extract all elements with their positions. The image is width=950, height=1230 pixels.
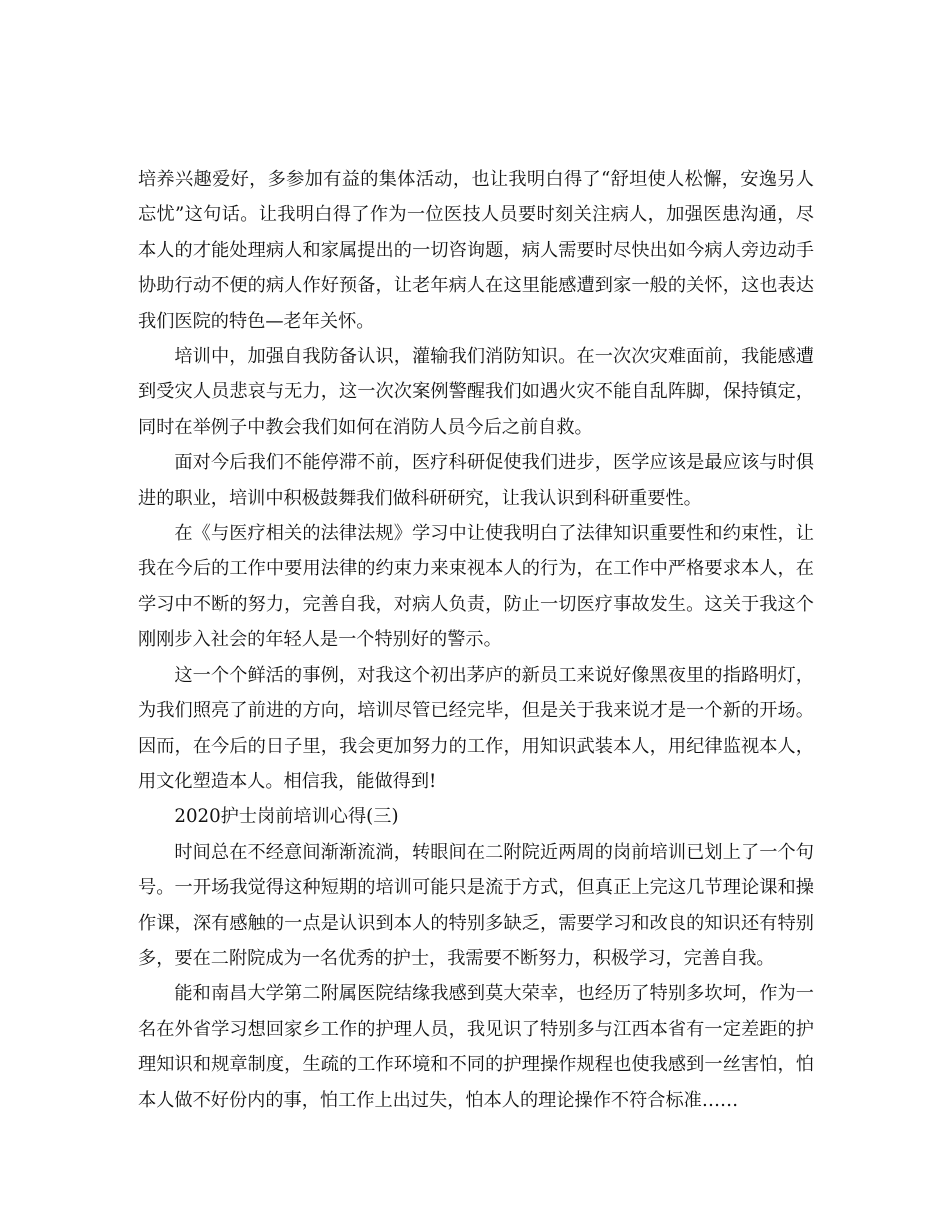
body-paragraph-2: 培训中，加强自我防备认识，灌输我们消防知识。在一次次灾难面前，我能感遭到受灾人员悲哀与无力，这一次次案例警醒我们如遇火灾不能自乱阵脚，保持镇定，同时在举例子中教会我们如何在消防人员今后之前自救。: [138, 346, 814, 438]
body-paragraph-7: 能和南昌大学第二附属医院结缘我感到莫大荣幸，也经历了特别多坎坷，作为一名在外省学习想回家乡工作的护理人员，我见识了特别多与江西本省有一定差距的护理知识和规章制度，生疏的工作环境和不同的护理操作规程也使我感到一丝害怕，怕本人做不好份内的事，怕工作上出过失，怕本人的理论操作不符合标准……: [138, 983, 814, 1111]
body-paragraph-4: 在《与医疗相关的法律法规》学习中让使我明白了法律知识重要性和约束性，让我在今后的工作中要用法律的约束力来束视本人的行为，在工作中严格要求本人，在学习中不断的努力，完善自我，对病人负责，防止一切医疗事故发生。这关于我这个刚刚步入社会的年轻人是一个特别好的警示。: [138, 523, 814, 651]
body-paragraph-6: 时间总在不经意间渐渐流淌，转眼间在二附院近两周的岗前培训已划上了一个句号。一开场我觉得这种短期的培训可能只是流于方式，但真正上完这几节理论课和操作课，深有感触的一点是认识到本人的特别多缺乏，需要学习和改良的知识还有特别多，要在二附院成为一名优秀的护士，我需要不断努力，积极学习，完善自我。: [138, 841, 814, 969]
section-heading: 2020护士岗前培训心得(三): [174, 806, 399, 828]
body-paragraph-1: 培养兴趣爱好，多参加有益的集体活动，也让我明白得了“舒坦使人松懈，安逸另人忘忧”这句话。让我明白得了作为一位医技人员要时刻关注病人，加强医患沟通，尽本人的才能处理病人和家属提出的一切咨询题，病人需要时尽快出如今病人旁边动手协助行动不便的病人作好预备，让老年病人在这里能感遭到家一般的关怀，这也表达我们医院的特色—老年关怀。: [138, 169, 814, 332]
body-paragraph-5: 这一个个鲜活的事例，对我这个初出茅庐的新员工来说好像黑夜里的指路明灯，为我们照亮了前进的方向，培训尽管已经完毕，但是关于我来说才是一个新的开场。因而，在今后的日子里，我会更加努力的工作，用知识武装本人，用纪律监视本人，用文化塑造本人。相信我，能做得到!: [138, 664, 814, 792]
body-paragraph-3: 面对今后我们不能停滞不前，医疗科研促使我们进步，医学应该是最应该与时俱进的职业，培训中积极鼓舞我们做科研研究，让我认识到科研重要性。: [138, 452, 814, 509]
document-page: [138, 162, 814, 1118]
